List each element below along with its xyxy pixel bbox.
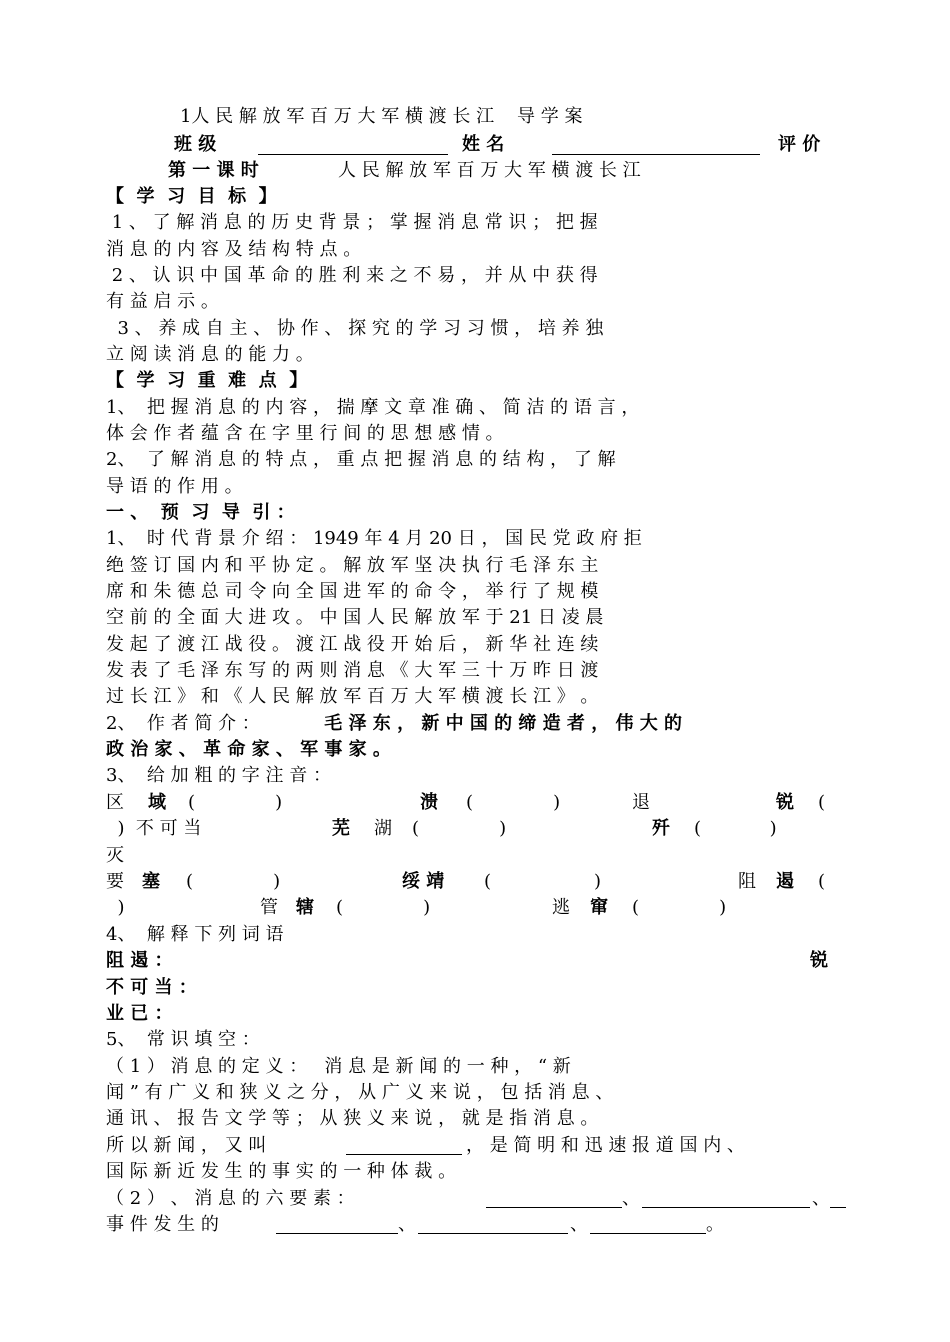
- element-blank[interactable]: [642, 1207, 810, 1208]
- pinyin-char-bold: 锐: [776, 792, 794, 813]
- pinyin-blank[interactable]: (: [818, 871, 826, 892]
- knowledge-line: （ 2 ） 、 消 息 的 六 要 素 ：: [106, 1188, 355, 1209]
- separator: 、: [812, 1188, 830, 1209]
- knowledge-line: 国 际 新 近 发 生 的 事 实 的 一 种 体 裁 。: [106, 1161, 457, 1182]
- class-label: 班 级: [174, 134, 217, 155]
- author-intro: 毛 泽 东 ， 新 中 国 的 缔 造 者 ， 伟 大 的: [318, 713, 682, 734]
- pinyin-char-bold: 塞: [142, 871, 160, 892]
- pinyin-char: 灭: [106, 845, 124, 866]
- pinyin-char: 阻: [738, 871, 756, 892]
- knowledge-line: 所 以 新 闻 ， 又 叫: [106, 1135, 267, 1156]
- lesson-title: 人 民 解 放 军 百 万 大 军 横 渡 长 江: [338, 160, 641, 181]
- element-blank[interactable]: [276, 1233, 398, 1234]
- element-blank[interactable]: [418, 1233, 568, 1234]
- background-line: 发 表 了 毛 泽 东 写 的 两 则 消 息 《 大 军 三 十 万 昨 日 渡: [106, 660, 599, 681]
- pinyin-text: ) 不 可 当: [106, 818, 202, 839]
- pinyin-blank[interactable]: (: [818, 792, 826, 813]
- page-title: 1人 民 解 放 军 百 万 大 军 横 渡 长 江 导 学 案: [180, 106, 583, 127]
- knowledge-line: 闻 ” 有 广 义 和 狭 义 之 分 ， 从 广 义 来 说 ， 包 括 消 息 、: [106, 1082, 614, 1103]
- pinyin-char: 湖: [374, 818, 392, 839]
- key-point-line: 导 语 的 作 用 。: [106, 476, 243, 497]
- separator: 。: [706, 1214, 724, 1235]
- pinyin-char-bold: 窜: [590, 897, 608, 918]
- pinyin-char: 管: [260, 897, 278, 918]
- key-points-heading: 【 学 习 重 难 点 】: [106, 370, 308, 391]
- vocab-heading: 4、 解 释 下 列 词 语: [106, 924, 284, 945]
- author-label: 2、 作 者 简 介 ：: [106, 713, 260, 734]
- knowledge-line: 通 讯 、 报 告 文 学 等 ； 从 狭 义 来 说 ， 就 是 指 消 息 。: [106, 1108, 599, 1129]
- key-point-line: 1、 把 握 消 息 的 内 容 ， 揣 摩 文 章 准 确 、 简 洁 的 语 言 ，: [106, 397, 640, 418]
- goal-line: 有 益 启 示 。: [106, 291, 219, 312]
- goal-line: 立 阅 读 消 息 的 能 力 。: [106, 344, 314, 365]
- goal-line: 1 、 了 解 消 息 的 历 史 背 景 ； 掌 握 消 息 常 识 ； 把 握: [106, 212, 598, 233]
- pinyin-blank[interactable]: ( ): [466, 792, 561, 813]
- pinyin-char-bold: 域: [148, 792, 166, 813]
- knowledge-heading: 5、 常 识 填 空 ：: [106, 1029, 260, 1050]
- news-alias-blank[interactable]: [346, 1154, 462, 1155]
- key-point-line: 2、 了 解 消 息 的 特 点 ， 重 点 把 握 消 息 的 结 构 ， 了 解: [106, 449, 616, 470]
- element-blank[interactable]: [486, 1207, 622, 1208]
- background-line: 席 和 朱 德 总 司 令 向 全 国 进 军 的 命 令 ， 举 行 了 规 模: [106, 581, 599, 602]
- pinyin-char-bold: 歼: [652, 818, 670, 839]
- name-field[interactable]: [552, 154, 760, 155]
- pinyin-blank[interactable]: ( ): [186, 871, 281, 892]
- knowledge-line: 事 件 发 生 的: [106, 1214, 219, 1235]
- pinyin-blank[interactable]: ( ): [484, 871, 602, 892]
- background-line: 过 长 江 》 和 《 人 民 解 放 军 百 万 大 军 横 渡 长 江 》 。: [106, 686, 599, 707]
- author-intro: 政 治 家 、 革 命 家 、 军 事 家 。: [106, 739, 391, 760]
- goal-line: 消 息 的 内 容 及 结 构 特 点 。: [106, 239, 362, 260]
- separator: 、: [398, 1214, 416, 1235]
- goals-heading: 【 学 习 目 标 】: [106, 186, 277, 207]
- lesson-label: 第 一 课 时: [168, 160, 259, 181]
- class-field[interactable]: [258, 154, 448, 155]
- preview-heading: 一 、 预 习 导 引 ：: [106, 502, 295, 523]
- pinyin-char-bold: 溃: [420, 792, 438, 813]
- key-point-line: 体 会 作 者 蕴 含 在 字 里 行 间 的 思 想 感 情 。: [106, 423, 504, 444]
- pinyin-blank[interactable]: ( ): [336, 897, 431, 918]
- pinyin-char-bold: 绥 靖: [402, 871, 445, 892]
- background-line: 空 前 的 全 面 大 进 攻 。 中 国 人 民 解 放 军 于 21 日 凌 晨: [106, 607, 604, 628]
- pinyin-char-bold: 芜: [332, 818, 350, 839]
- pinyin-heading: 3、 给 加 粗 的 字 注 音 ：: [106, 765, 331, 786]
- pinyin-blank[interactable]: ( ): [632, 897, 727, 918]
- pinyin-text: ): [106, 897, 125, 918]
- grade-label: 评 价: [778, 134, 821, 155]
- goal-line: 2 、 认 识 中 国 革 命 的 胜 利 来 之 不 易 ， 并 从 中 获 得: [106, 265, 598, 286]
- pinyin-char: 要: [106, 871, 124, 892]
- vocab-term: 不 可 当 ：: [106, 977, 197, 998]
- pinyin-char-bold: 辖: [296, 897, 314, 918]
- background-line: 1、 时 代 背 景 介 绍 ： 1949 年 4 月 20 日 ， 国 民 党 政 府 拒: [106, 528, 642, 549]
- knowledge-line: ， 是 简 明 和 迅 速 报 道 国 内 、: [466, 1135, 745, 1156]
- background-line: 发 起 了 渡 江 战 役 。 渡 江 战 役 开 始 后 ， 新 华 社 连 续: [106, 634, 599, 655]
- vocab-term: 锐: [810, 950, 828, 971]
- separator: 、: [622, 1188, 640, 1209]
- separator: 、: [570, 1214, 588, 1235]
- knowledge-line: （ 1 ） 消 息 的 定 义 ： 消 息 是 新 闻 的 一 种 ， “ 新: [106, 1056, 571, 1077]
- vocab-term: 阻 遏 ：: [106, 950, 173, 971]
- pinyin-blank[interactable]: ( ): [188, 792, 283, 813]
- vocab-term: 业 已 ：: [106, 1003, 173, 1024]
- goal-line: 3 、 养 成 自 主 、 协 作 、 探 究 的 学 习 习 惯 ， 培 养 独: [106, 318, 604, 339]
- element-blank[interactable]: [590, 1233, 706, 1234]
- name-label: 姓 名: [462, 134, 505, 155]
- pinyin-blank[interactable]: ( ): [694, 818, 777, 839]
- pinyin-char: 区: [106, 792, 124, 813]
- element-blank[interactable]: [830, 1207, 846, 1208]
- pinyin-char: 逃: [552, 897, 570, 918]
- pinyin-char-bold: 遏: [776, 871, 794, 892]
- pinyin-blank[interactable]: ( ): [412, 818, 507, 839]
- pinyin-char: 退: [632, 792, 650, 813]
- background-line: 绝 签 订 国 内 和 平 协 定 。 解 放 军 坚 决 执 行 毛 泽 东 主: [106, 555, 599, 576]
